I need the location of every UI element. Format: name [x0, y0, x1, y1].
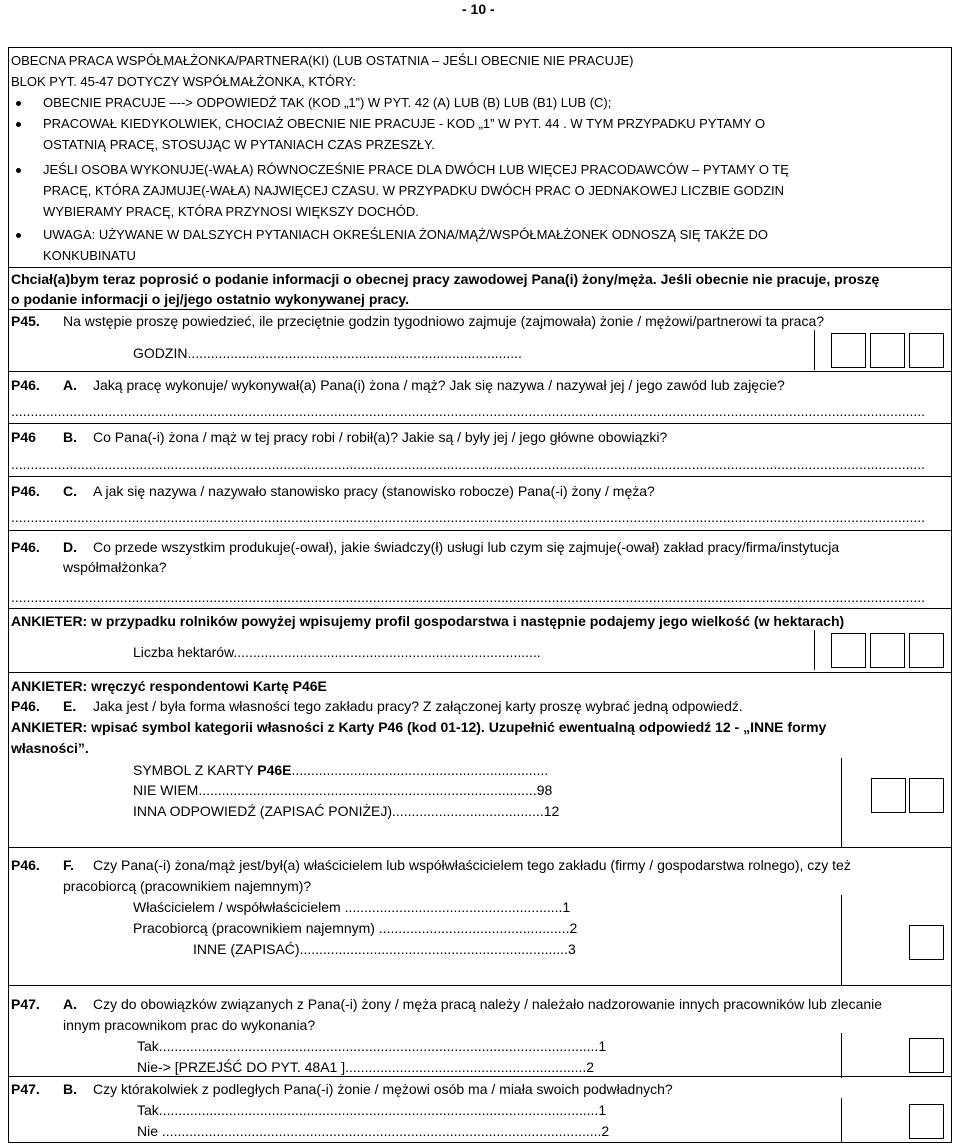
p46e-option-dont-know: NIE WIEM.......................................................................................98	[133, 782, 553, 798]
ownership-code-box-2[interactable]	[909, 778, 944, 813]
question-sub-p46f: F.	[63, 857, 74, 873]
divider	[8, 1076, 952, 1077]
question-sub-p46d: D.	[63, 539, 77, 555]
header-line-2: BLOK PYT. 45-47 DOTYCZY WSPÓŁMAŁŻONKA, KTÓRY:	[11, 74, 356, 89]
intro-line-1: Chciał(a)bym teraz poprosić o podanie informacji o obecnej pracy zawodowej Pana(i) żony/męża. Jeśli obecnie nie pracuje, proszę	[11, 271, 880, 287]
right-border	[951, 47, 952, 1143]
answer-column-divider	[841, 1098, 842, 1142]
divider	[8, 672, 952, 673]
p46e-instruction-2: własności”.	[11, 740, 89, 756]
question-number-p47b: P47.	[11, 1081, 40, 1097]
hours-digit-box-3[interactable]	[909, 333, 944, 368]
bottom-border	[8, 1142, 952, 1143]
left-border	[8, 47, 9, 1143]
divider	[8, 309, 952, 310]
divider	[8, 530, 952, 531]
answer-column-divider	[841, 1033, 842, 1078]
question-number-p46d: P46.	[11, 539, 40, 555]
p46b-answer-line[interactable]: ...........................................................................................................................................................................................................................................	[11, 456, 926, 472]
divider	[8, 476, 952, 477]
question-sub-p47a: A.	[63, 996, 77, 1012]
question-p46e-text: Jaka jest / była forma własności tego zakładu pracy? Z załączonej karty proszę wybrać jedną odpowiedź.	[93, 698, 743, 714]
header-bullet-3c: WYBIERAMY PRACĘ, KTÓRA PRZYNOSI WIĘKSZY DOCHÓD.	[43, 204, 419, 219]
card-code: P46E	[257, 762, 292, 778]
bullet	[16, 101, 21, 106]
header-bullet-4b: KONKUBINATU	[43, 248, 136, 263]
question-number-p46e: P46.	[11, 698, 40, 714]
option-dots: ..................................................................	[291, 762, 549, 778]
p46e-option-symbol	[133, 761, 548, 779]
question-p46d-text-1: Co przede wszystkim produkuje(-ował), jakie świadczy(ł) usługi lub czym się zajmuje(-ował) zakład pracy/firma/instytucja	[93, 539, 840, 555]
header-bullet-3b: PRACĘ, KTÓRA ZAJMUJE(-WAŁA) NAJWIĘCEJ CZASU. W PRZYPADKU DWÓCH PRAC O JEDNAKOWEJ LICZBIE GODZIN	[43, 183, 785, 198]
question-p46d-text-2: współmałżonka?	[63, 559, 167, 575]
question-sub-p46b: B.	[63, 429, 77, 445]
divider	[8, 608, 952, 609]
question-p47a-text-2: innym pracownikom prac do wykonania?	[63, 1017, 316, 1033]
bullet	[16, 233, 21, 238]
p46e-instruction-1: ANKIETER: wpisać symbol kategorii własności z Karty P46 (kod 01-12). Uzupełnić ewentualną odpowiedź 12 - „INNE formy	[11, 719, 827, 735]
question-sub-p46c: C.	[63, 483, 77, 499]
question-sub-p47b: B.	[63, 1081, 77, 1097]
p47b-option-yes[interactable]: Tak.................................................................................................................1	[137, 1102, 607, 1118]
answer-column-divider	[841, 895, 842, 985]
option-label: SYMBOL Z KARTY	[133, 762, 258, 778]
p47a-answer-box[interactable]	[909, 1038, 944, 1073]
p47a-option-no[interactable]: Nie-> [PRZEJŚĆ DO PYT. 48A1 ]..............................................................2	[137, 1059, 595, 1075]
header-line-1: OBECNA PRACA WSPÓŁMAŁŻONKA/PARTNERA(KI) (LUB OSTATNIA – JEŚLI OBECNIE NIE PRACUJE)	[11, 53, 634, 68]
p46d-answer-line[interactable]: ...........................................................................................................................................................................................................................................	[11, 589, 926, 605]
p47a-option-yes[interactable]: Tak.................................................................................................................1	[137, 1038, 607, 1054]
question-number-p46a: P46.	[11, 377, 40, 393]
p46e-option-other: INNA ODPOWIEDŹ (ZAPISAĆ PONIŻEJ).......................................12	[133, 803, 560, 819]
top-border	[8, 47, 952, 48]
divider	[8, 423, 952, 424]
ownership-code-box-1[interactable]	[871, 778, 906, 813]
question-p46b-text: Co Pana(-i) żona / mąż w tej pracy robi / robił(a)? Jakie są / były jej / jego główne obowiązki?	[93, 429, 668, 445]
question-p47a-text-1: Czy do obowiązków związanych z Pana(-i) żony / męża pracą należy / należało nadzorowanie innych pracowników lub zlecanie	[93, 996, 883, 1012]
question-number-p47a: P47.	[11, 996, 40, 1012]
question-p46c-text: A jak się nazywa / nazywało stanowisko pracy (stanowisko robocze) Pana(-i) żony / męża?	[93, 483, 655, 499]
header-bullet-4a: UWAGA: UŻYWANE W DALSZYCH PYTANIACH OKREŚLENIA ŻONA/MĄŻ/WSPÓŁMAŁŻONEK ODNOSZĄ SIĘ TAKŻE DO	[43, 227, 768, 242]
question-p45-text: Na wstępie proszę powiedzieć, ile przeciętnie godzin tygodniowo zajmuje (zajmowała) żonie / mężowi/partnerowi ta praca?	[63, 313, 825, 329]
header-bullet-1: OBECNIE PRACUJE –--> ODPOWIEDŹ TAK (KOD „1”) W PYT. 42 (A) LUB (B) LUB (B1) LUB (C);	[43, 95, 612, 110]
question-sub-p46e: E.	[63, 698, 77, 714]
p46f-option-other[interactable]: INNE (ZAPISAĆ).....................................................................3	[193, 941, 576, 957]
p46f-option-owner[interactable]: Właścicielem / współwłaścicielem ........................................................1	[133, 899, 571, 915]
bullet	[16, 168, 21, 173]
p46f-answer-box[interactable]	[909, 925, 944, 960]
p46c-answer-line[interactable]: ...........................................................................................................................................................................................................................................	[11, 509, 926, 525]
bullet	[16, 122, 21, 127]
hectares-digit-box-2[interactable]	[870, 633, 905, 668]
hectares-digit-box-1[interactable]	[831, 633, 866, 668]
interviewer-instruction-farmers: ANKIETER: w przypadku rolników powyżej wpisujemy profil gospodarstwa i następnie podajemy jego wielkość (w hektarach)	[11, 613, 845, 629]
hours-digit-box-1[interactable]	[831, 333, 866, 368]
header-bullet-3a: JEŚLI OSOBA WYKONUJE(-WAŁA) RÓWNOCZEŚNIE PRACE DLA DWÓCH LUB WIĘCEJ PRACODAWCÓW – PYTAMY O TĘ	[43, 162, 789, 177]
answer-column-divider	[814, 630, 815, 670]
interviewer-instruction-card: ANKIETER: wręczyć respondentowi Kartę P46E	[11, 678, 327, 694]
page-number: - 10 -	[462, 1, 495, 17]
question-p46a-text: Jaką pracę wykonuje/ wykonywał(a) Pana(i) żona / mąż? Jak się nazywa / nazywał jej / jego zawód lub zajęcie?	[93, 377, 785, 393]
header-bullet-2a: PRACOWAŁ KIEDYKOLWIEK, CHOCIAŻ OBECNIE NIE PRACUJE - KOD „1” W PYT. 44 . W TYM PRZYPADKU PYTAMY O	[43, 116, 766, 131]
question-number-p46b: P46	[11, 429, 36, 445]
hectares-digit-box-3[interactable]	[909, 633, 944, 668]
p45-answer-label: GODZIN......................................................................................	[133, 345, 522, 361]
question-sub-p46a: A.	[63, 377, 77, 393]
answer-column-divider	[841, 758, 842, 848]
divider	[8, 985, 952, 986]
divider	[8, 371, 952, 372]
answer-column-divider	[814, 330, 815, 370]
question-number-p46f: P46.	[11, 857, 40, 873]
p46f-option-employee[interactable]: Pracobiorcą (pracownikiem najemnym) .................................................2	[133, 920, 578, 936]
divider	[8, 267, 952, 268]
intro-line-2: o podanie informacji o jej/jego ostatnio wykonywanej pracy.	[11, 291, 410, 307]
hectares-answer-label: Liczba hektarów...............................................................................	[133, 644, 541, 660]
question-number-p45: P45.	[11, 313, 40, 329]
p46a-answer-line[interactable]: ...........................................................................................................................................................................................................................................	[11, 403, 926, 419]
question-p46f-text-2: pracobiorcą (pracownikiem najemnym)?	[63, 878, 312, 894]
question-p47b-text: Czy którakolwiek z podległych Pana(-i) żonie / mężowi osób ma / miała swoich podwładnych?	[93, 1081, 673, 1097]
header-bullet-2b: OSTATNIĄ PRACĘ, STOSUJĄC W PYTANIACH CZAS PRZESZŁY.	[43, 137, 435, 152]
p47b-answer-box[interactable]	[909, 1104, 944, 1139]
question-p46f-text-1: Czy Pana(-i) żona/mąż jest/był(a) właścicielem lub współwłaścicielem tego zakładu (firmy / gospodarstwa rolnego), czy też	[93, 857, 851, 873]
question-number-p46c: P46.	[11, 483, 40, 499]
divider	[8, 847, 952, 848]
hours-digit-box-2[interactable]	[870, 333, 905, 368]
p47b-option-no[interactable]: Nie .................................................................................................................2	[137, 1123, 610, 1139]
